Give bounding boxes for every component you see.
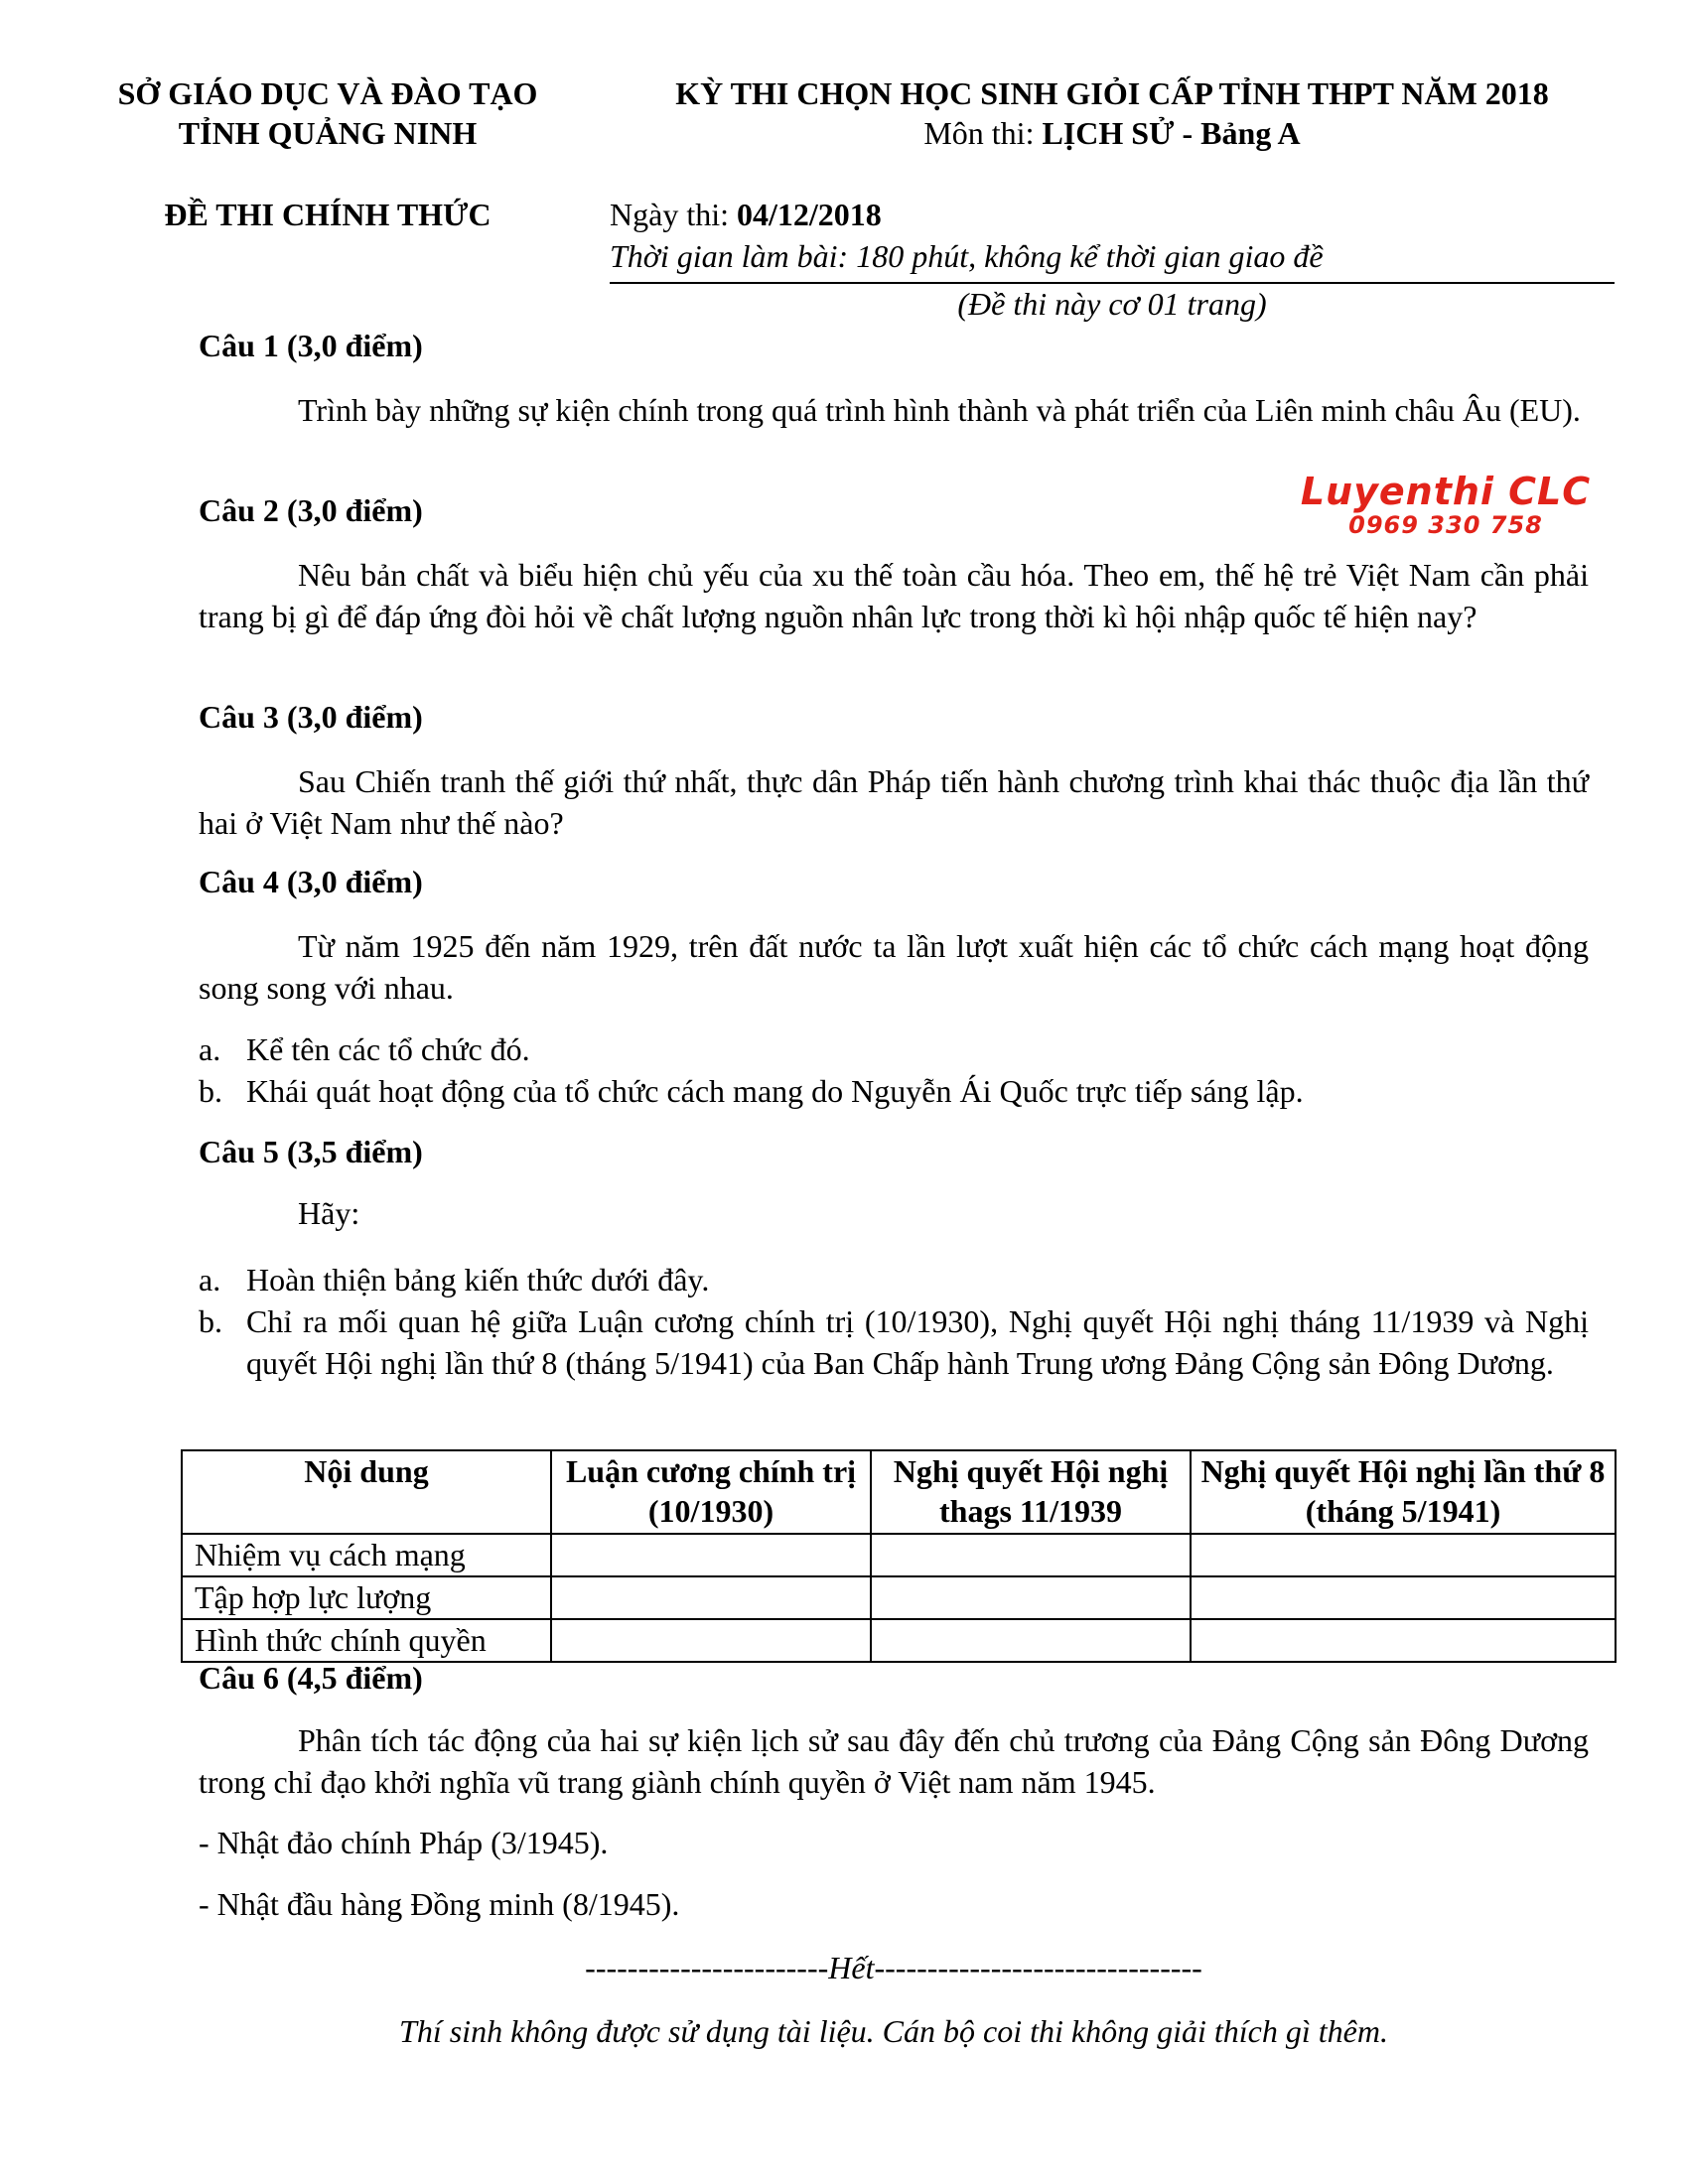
question-5-intro: Hãy: xyxy=(298,1195,360,1231)
table-cell xyxy=(551,1619,871,1662)
question-5-item-a xyxy=(199,1259,1589,1300)
question-4-title: Câu 4 (3,0 điểm) xyxy=(199,864,423,899)
table-cell xyxy=(871,1619,1191,1662)
table-cell xyxy=(871,1576,1191,1619)
table-cell xyxy=(871,1534,1191,1576)
question-1-title: Câu 1 (3,0 điểm) xyxy=(199,328,423,363)
subject-line xyxy=(610,115,1615,152)
question-3-title: Câu 3 (3,0 điểm) xyxy=(199,699,423,735)
table-cell xyxy=(1191,1619,1616,1662)
exam-date-line xyxy=(610,197,882,233)
footer-note: Thí sinh không được sử dụng tài liệu. Cán bộ coi thi không giải thích gì thêm. xyxy=(399,2013,1388,2049)
question-2-title: Câu 2 (3,0 điểm) xyxy=(199,492,423,528)
question-3-text: Sau Chiến tranh thế giới thứ nhất, thực dân Pháp tiến hành chương trình khai thác thuộc địa lần thứ hai ở Việt Nam như thế nào? xyxy=(199,763,1589,841)
table-header-cell: Nội dung xyxy=(182,1450,551,1534)
question-6-bullet-1: - Nhật đảo chính Pháp (3/1945). xyxy=(199,1825,609,1860)
watermark-logo xyxy=(1287,471,1605,538)
duration-line: Thời gian làm bài: 180 phút, không kể thời gian giao đề xyxy=(610,238,1324,274)
table-cell xyxy=(1191,1576,1616,1619)
list-item-text: Khái quát hoạt động của tổ chức cách mang do Nguyễn Ái Quốc trực tiếp sáng lập. xyxy=(246,1073,1304,1109)
subject-value: LỊCH SỬ - Bảng A xyxy=(1042,115,1301,151)
question-5-title: Câu 5 (3,5 điểm) xyxy=(199,1134,423,1169)
watermark-brand: Luyenthi CLC xyxy=(1300,470,1592,513)
list-item-text: Chỉ ra mối quan hệ giữa Luận cương chính trị (10/1930), Nghị quyết Hội nghị tháng 11/1939 và Nghị quyết Hội nghị lần thứ 8 (tháng 5/1941) của Ban Chấp hành Trung ương Đảng Cộng sản Đông Dương. xyxy=(246,1303,1589,1381)
list-marker: b. xyxy=(199,1303,222,1339)
question-5-item-b xyxy=(199,1300,1589,1384)
list-marker: a. xyxy=(199,1031,221,1067)
official-label: ĐỀ THI CHÍNH THỨC xyxy=(164,197,492,232)
header-divider xyxy=(610,282,1615,284)
question-6-bullet-2: - Nhật đầu hàng Đồng minh (8/1945). xyxy=(199,1886,680,1922)
subject-label: Môn thi: xyxy=(923,115,1043,151)
list-item-text: Hoàn thiện bảng kiến thức dưới đây. xyxy=(246,1262,710,1297)
pages-note: (Đề thi này cơ 01 trang) xyxy=(957,286,1267,322)
department-name: SỞ GIÁO DỤC VÀ ĐÀO TẠO xyxy=(117,75,538,111)
province-name: TỈNH QUẢNG NINH xyxy=(178,115,478,151)
table-header-cell: Luận cương chính trị (10/1930) xyxy=(551,1450,871,1534)
table-row xyxy=(182,1619,1616,1662)
question-4-item-b xyxy=(199,1070,1589,1112)
knowledge-table xyxy=(181,1449,1617,1663)
question-4-item-a xyxy=(199,1028,1589,1070)
table-row xyxy=(182,1576,1616,1619)
exam-date: 04/12/2018 xyxy=(736,197,882,232)
question-4-text: Từ năm 1925 đến năm 1929, trên đất nước ta lần lượt xuất hiện các tổ chức cách mạng hoạt động song song với nhau. xyxy=(199,928,1589,1006)
date-label: Ngày thi: xyxy=(610,197,737,232)
question-6-text: Phân tích tác động của hai sự kiện lịch sử sau đây đến chủ trương của Đảng Cộng sản Đông Dương trong chỉ đạo khởi nghĩa vũ trang giành chính quyền ở Việt nam năm 1945. xyxy=(199,1722,1589,1800)
table-header-row xyxy=(182,1450,1616,1534)
end-marker xyxy=(199,1950,1589,1986)
table-row-label: Nhiệm vụ cách mạng xyxy=(182,1534,551,1576)
table-row-label: Hình thức chính quyền xyxy=(182,1619,551,1662)
table-cell xyxy=(1191,1534,1616,1576)
question-6-title: Câu 6 (4,5 điểm) xyxy=(199,1660,423,1696)
table-cell xyxy=(551,1576,871,1619)
end-dashes-left: ----------------------- xyxy=(585,1950,829,1985)
end-word: Hết xyxy=(828,1950,875,1985)
list-marker: b. xyxy=(199,1073,222,1109)
table-header-cell: Nghị quyết Hội nghị lần thứ 8 (tháng 5/1941) xyxy=(1191,1450,1616,1534)
table-row-label: Tập hợp lực lượng xyxy=(182,1576,551,1619)
exam-title: KỲ THI CHỌN HỌC SINH GIỎI CẤP TỈNH THPT NĂM 2018 xyxy=(675,75,1549,111)
table-row xyxy=(182,1534,1616,1576)
list-item-text: Kể tên các tổ chức đó. xyxy=(246,1031,530,1067)
end-dashes-right: ------------------------------- xyxy=(874,1950,1202,1985)
list-marker: a. xyxy=(199,1262,221,1297)
table-cell xyxy=(551,1534,871,1576)
table-header-cell: Nghị quyết Hội nghị thags 11/1939 xyxy=(871,1450,1191,1534)
question-1-text: Trình bày những sự kiện chính trong quá trình hình thành và phát triển của Liên minh châu Âu (EU). xyxy=(298,392,1581,428)
watermark-phone: 0969 330 758 xyxy=(1348,511,1543,539)
question-2-text: Nêu bản chất và biểu hiện chủ yếu của xu thế toàn cầu hóa. Theo em, thế hệ trẻ Việt Nam cần phải trang bị gì để đáp ứng đòi hỏi về chất lượng nguồn nhân lực trong thời kì hội nhập quốc tế hiện nay? xyxy=(199,557,1589,634)
